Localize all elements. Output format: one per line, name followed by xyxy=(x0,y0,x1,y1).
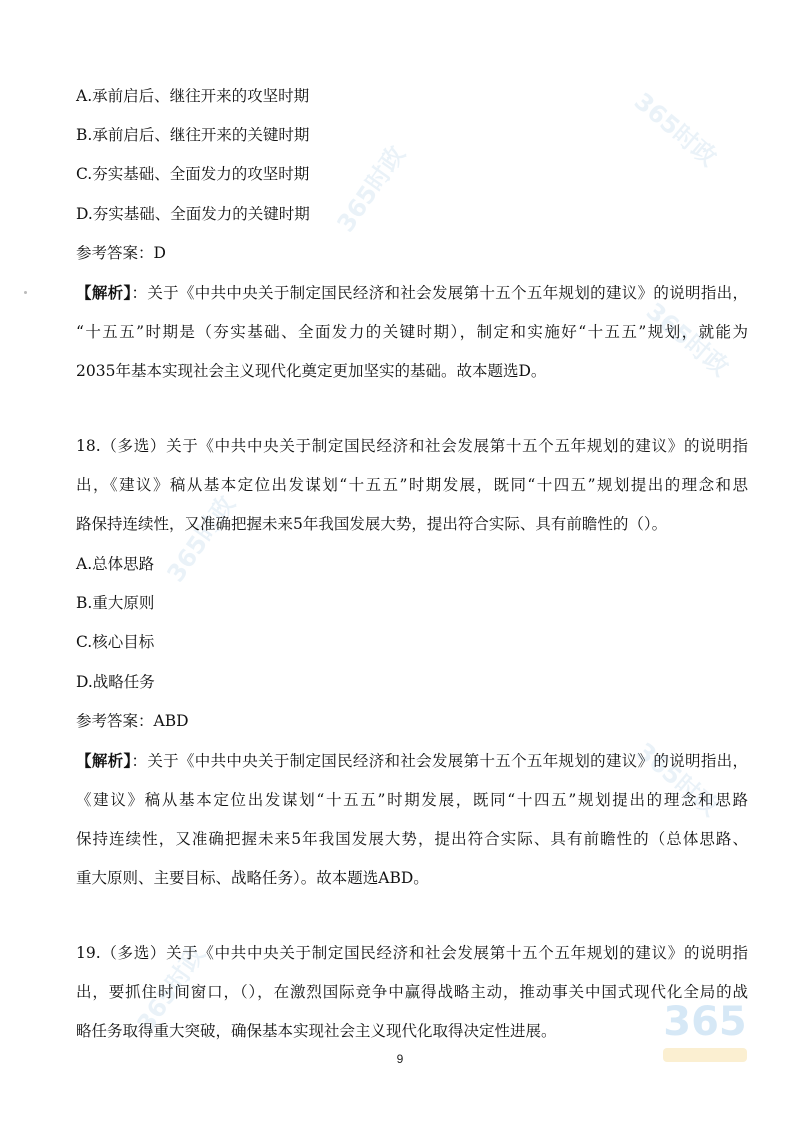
q18-analysis-tag: 【解析】 xyxy=(76,751,132,770)
q18-answer: 参考答案：ABD xyxy=(76,712,189,730)
q18-analysis-line-1 xyxy=(76,751,748,771)
watermark-3: 365时政 xyxy=(640,297,735,382)
q19-stem-line-2: 出，要抓住时间窗口，（），在激烈国际竞争中赢得战略主动，推动事关中国式现代化全局的战 xyxy=(76,983,748,1001)
q17-option-a: A.承前启后、继往开来的攻坚时期 xyxy=(76,87,310,105)
q18-analysis-text: ：关于《中共中央关于制定国民经济和社会发展第十五个五年规划的建议》的说明指出， xyxy=(131,752,748,770)
watermark-logo-number: 365 xyxy=(663,999,747,1045)
q19-stem-line-1: 19.（多选）关于《中共中央关于制定国民经济和社会发展第十五个五年规划的建议》的说明指 xyxy=(76,944,748,962)
watermark-4: 365时政 xyxy=(161,490,241,588)
q17-analysis-line-3: 2035年基本实现社会主义现代化奠定更加坚实的基础。故本题选D。 xyxy=(76,362,547,380)
q17-option-c: C.夯实基础、全面发力的攻坚时期 xyxy=(76,165,310,183)
q17-analysis-tag: 【解析】 xyxy=(76,283,132,302)
q17-answer: 参考答案：D xyxy=(76,244,166,262)
q17-option-d: D.夯实基础、全面发力的关键时期 xyxy=(76,205,310,223)
q19-stem-line-3: 略任务取得重大突破，确保基本实现社会主义现代化取得决定性进展。 xyxy=(76,1022,557,1040)
q18-option-b: B.重大原则 xyxy=(76,594,155,612)
watermark-1: 365时政 xyxy=(628,87,723,172)
page-number: 9 xyxy=(396,1052,404,1066)
q18-stem-line-3: 路保持连续性，又准确把握未来5年我国发展大势，提出符合实际、具有前瞻性的（）。 xyxy=(76,515,668,533)
q18-option-c: C.核心目标 xyxy=(76,633,155,651)
watermark-5: 365时政 xyxy=(630,737,725,822)
watermark-2: 365时政 xyxy=(331,140,411,238)
q18-stem-line-2: 出，《建议》稿从基本定位出发谋划“十五五”时期发展，既同“十四五”规划提出的理念和思 xyxy=(76,476,748,494)
q18-analysis-line-2: 《建议》稿从基本定位出发谋划“十五五”时期发展，既同“十四五”规划提出的理念和思路 xyxy=(76,791,748,809)
watermark-6: 365时政 xyxy=(131,940,211,1038)
q17-option-b: B.承前启后、继往开来的关键时期 xyxy=(76,126,310,144)
q18-stem-line-1: 18.（多选）关于《中共中央关于制定国民经济和社会发展第十五个五年规划的建议》的说明指 xyxy=(76,437,748,455)
q18-analysis-line-3: 保持连续性，又准确把握未来5年我国发展大势，提出符合实际、具有前瞻性的（总体思路、 xyxy=(76,830,748,848)
q17-analysis-line-2: “十五五”时期是（夯实基础、全面发力的关键时期），制定和实施好“十五五”规划，就能为 xyxy=(76,323,748,341)
q17-analysis-line-1 xyxy=(76,283,748,303)
q18-option-a: A.总体思路 xyxy=(76,555,155,573)
q17-analysis-text: ：关于《中共中央关于制定国民经济和社会发展第十五个五年规划的建议》的说明指出， xyxy=(131,284,748,302)
q18-option-d: D.战略任务 xyxy=(76,673,155,691)
margin-dot xyxy=(24,291,27,294)
q18-analysis-line-4: 重大原则、主要目标、战略任务）。故本题选ABD。 xyxy=(76,869,429,887)
